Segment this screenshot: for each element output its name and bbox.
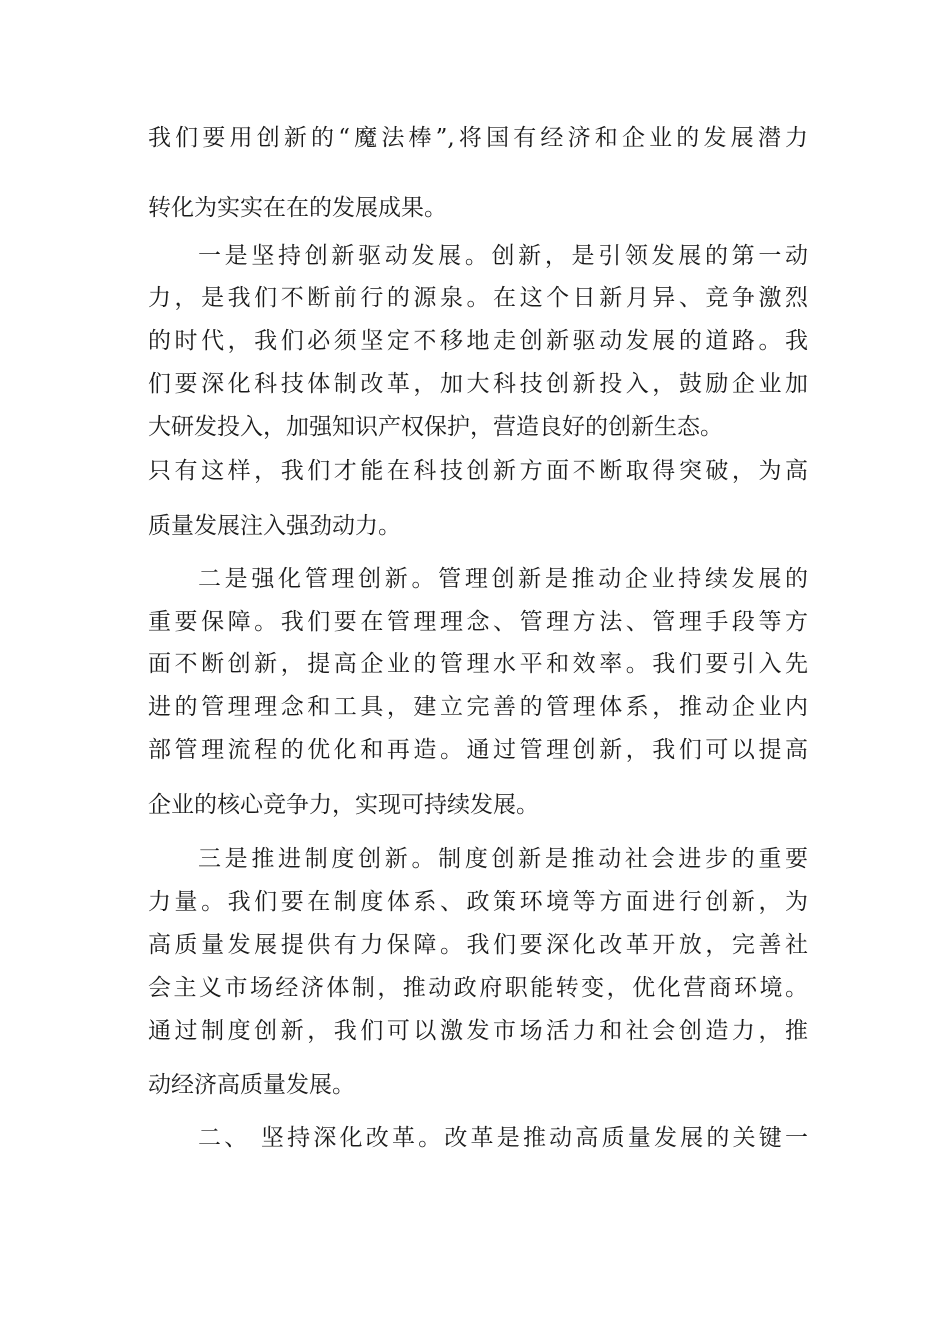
- text-line: 重要保障。我们要在管理理念、管理方法、管理手段等方: [148, 609, 808, 635]
- text-line: 转化为实实在在的发展成果。: [148, 195, 447, 221]
- text-line: 只有这样，我们才能在科技创新方面不断取得突破，为高: [148, 458, 808, 484]
- paragraph-first-line: 二是强化管理创新。管理创新是推动企业持续发展的: [198, 566, 808, 592]
- text-line: 力量。我们要在制度体系、政策环境等方面进行创新，为: [148, 889, 808, 915]
- text-line: 大研发投入，加强知识产权保护，营造良好的创新生态。: [148, 414, 723, 440]
- text-line: 进的管理理念和工具，建立完善的管理体系，推动企业内: [148, 694, 808, 720]
- text-line: 高质量发展提供有力保障。我们要深化改革开放，完善社: [148, 932, 808, 958]
- text-line: 的时代，我们必须坚定不移地走创新驱动发展的道路。我: [148, 328, 808, 354]
- text-line: 部管理流程的优化和再造。通过管理创新，我们可以提高: [148, 737, 808, 763]
- text-line: 质量发展注入强劲动力。: [148, 513, 401, 539]
- text-line: 我们要用创新的“魔法棒”,将国有经济和企业的发展潜力: [148, 125, 808, 151]
- text-line: 通过制度创新，我们可以激发市场活力和社会创造力，推: [148, 1018, 808, 1044]
- text-line: 会主义市场经济体制，推动政府职能转变，优化营商环境。: [148, 975, 808, 1001]
- section-heading-line: 二、 坚持深化改革。改革是推动高质量发展的关键一: [198, 1125, 808, 1151]
- text-line: 力，是我们不断前行的源泉。在这个日新月异、竞争激烈: [148, 285, 808, 311]
- paragraph-first-line: 一是坚持创新驱动发展。创新，是引领发展的第一动: [198, 243, 808, 269]
- text-line: 面不断创新，提高企业的管理水平和效率。我们要引入先: [148, 651, 808, 677]
- paragraph-first-line: 三是推进制度创新。制度创新是推动社会进步的重要: [198, 846, 808, 872]
- text-line: 动经济高质量发展。: [148, 1072, 355, 1098]
- text-line: 企业的核心竞争力，实现可持续发展。: [148, 792, 539, 818]
- text-line: 们要深化科技体制改革，加大科技创新投入，鼓励企业加: [148, 371, 808, 397]
